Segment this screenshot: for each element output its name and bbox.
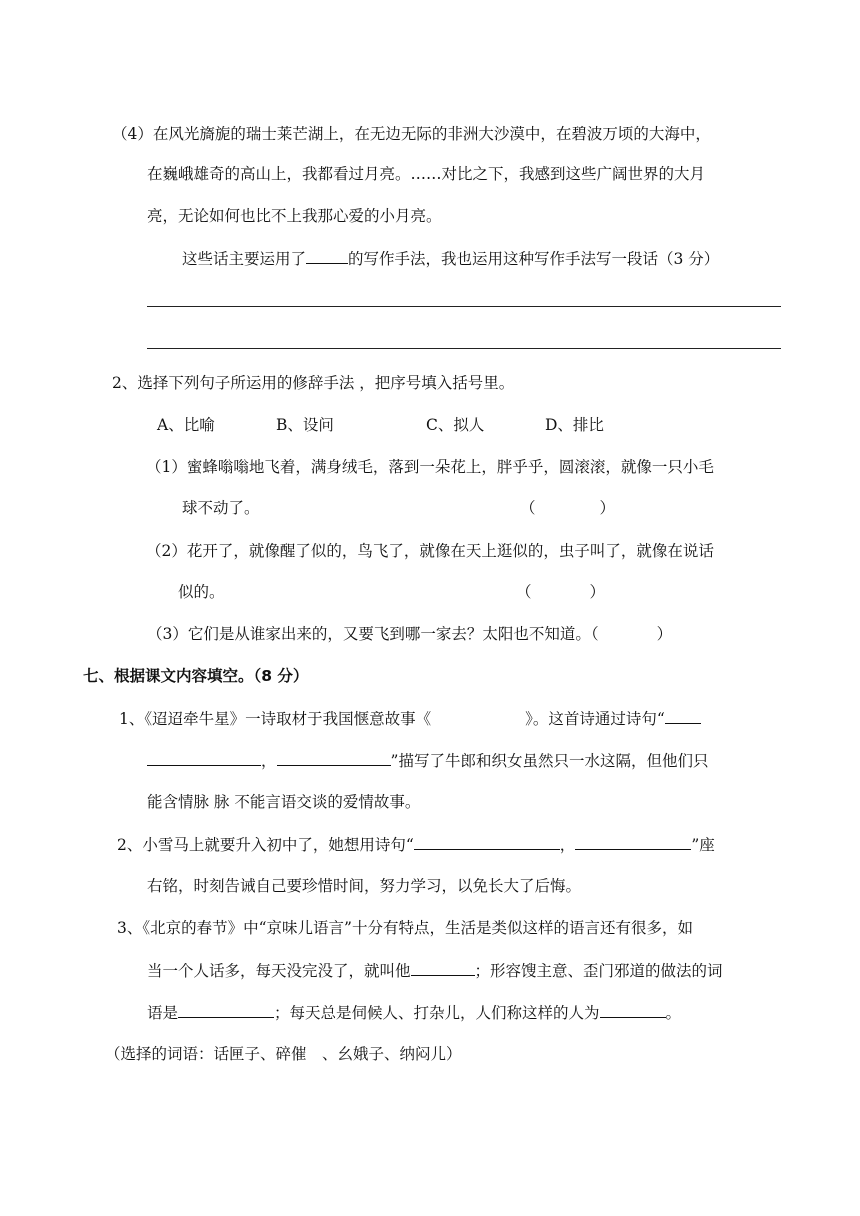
s7-item1-text-a: 1、《迢迢牵牛星》一诗取材于我国惬意故事《 [119, 710, 432, 728]
section7-title: 七、根据课文内容填空。（8 分） [83, 667, 309, 685]
s7-item1-text-d: ”描写了牛郎和织女虽然只一水这隔，但他们只 [390, 752, 709, 770]
q2-s1-line-1: （1）蜜蜂嗡嗡地飞着，满身绒毛，落到一朵花上，胖乎乎，圆滚滚，就像一只小毛 [146, 458, 714, 476]
q4-line-1: （4）在风光旖旎的瑞士莱芒湖上，在无边无际的非洲大沙漠中，在碧波万顷的大海中， [112, 125, 711, 143]
q2-s1-line-2: 球不动了。 [182, 499, 260, 517]
paren-open: （ [590, 625, 599, 643]
q2-s2-answer-box[interactable] [516, 582, 605, 602]
s7-item1-line-3: 能含情脉 脉 不能言语交谈的爱情故事。 [147, 793, 421, 811]
q2-s2-line-1: （2）花开了，就像醒了似的，鸟飞了，就像在天上逛似的，虫子叫了，就像在说话 [146, 542, 714, 560]
q2-s3-line-1 [147, 624, 672, 644]
q2-s1-answer-box[interactable] [520, 498, 615, 518]
q2-option-b: B、设问 [276, 416, 334, 434]
s7-item3-text-d: 语是 [147, 1004, 179, 1022]
s7-item1-blank-start[interactable] [665, 708, 701, 724]
paren-close: ） [599, 499, 616, 517]
s7-item2-text-c: ”座 [691, 836, 715, 854]
paren-open: （ [520, 499, 536, 517]
q2-s2-line-2: 似的。 [178, 583, 225, 601]
s7-item1-blank-1[interactable] [147, 750, 261, 766]
q2-s3-answer-box[interactable] [591, 625, 672, 643]
s7-item3-text-e: ；每天总是伺候人、打杂儿，人们称这样的人为 [274, 1004, 600, 1022]
s7-word-choices-note: （选择的词语：话匣子、碎催 、幺娥子、纳闷儿） [105, 1045, 462, 1063]
s7-item3-blank-2[interactable] [178, 1002, 274, 1018]
q4-line-2: 在巍峨雄奇的高山上，我都看过月亮。……对比之下，我感到这些广阔世界的大月 [147, 165, 706, 183]
s7-item1-line-1 [119, 708, 701, 729]
s7-item2-blank-1[interactable] [414, 834, 560, 850]
s7-item2-comma: ， [559, 836, 576, 854]
s7-item3-period: 。 [665, 1004, 682, 1022]
s7-item2-text-a: 2、小雪马上就要升入初中了，她想用诗句“ [117, 836, 414, 854]
q4-task-suffix: 的写作手法，我也运用这种写作手法写一段话（3 分） [348, 250, 720, 268]
s7-item1-text-b: 》。这首诗通过诗句“ [525, 710, 665, 728]
paren-open: （ [516, 583, 532, 601]
q4-answer-line-1[interactable] [147, 306, 781, 307]
paren-close: ） [589, 583, 606, 601]
s7-item2-line-1 [117, 834, 715, 855]
q4-line-3: 亮，无论如何也比不上我那心爱的小月亮。 [147, 207, 442, 225]
q4-technique-blank[interactable] [306, 248, 348, 264]
q2-option-d: D、排比 [545, 416, 604, 434]
q4-task-prefix: 这些话主要运用了 [182, 250, 307, 268]
s7-item3-text-c: ；形容馊主意、歪门邪道的做法的词 [474, 962, 723, 980]
q2-option-a: A、比喻 [157, 416, 215, 434]
s7-item3-text-b: 当一个人话多，每天没完没了，就叫他 [147, 962, 411, 980]
s7-item3-line-1: 3、《北京的春节》中“京味儿语言”十分有特点，生活是类似这样的语言还有很多，如 [117, 919, 693, 937]
s7-item1-line-2 [147, 750, 708, 771]
s7-item3-blank-3[interactable] [600, 1002, 666, 1018]
q4-answer-line-2[interactable] [147, 348, 781, 349]
s7-item1-comma: ， [261, 752, 277, 770]
s7-item3-line-2 [147, 960, 723, 981]
s7-item1-blank-2[interactable] [277, 750, 391, 766]
q2-option-c: C、拟人 [426, 416, 485, 434]
q2-s3-text: （3）它们是从谁家出来的，又要飞到哪一家去？太阳也不知道。 [147, 625, 591, 643]
s7-item3-line-3 [147, 1002, 681, 1023]
q4-task [182, 248, 719, 269]
s7-item2-blank-2[interactable] [575, 834, 691, 850]
s7-item3-blank-1[interactable] [411, 960, 475, 976]
q2-title: 2、选择下列句子所运用的修辞手法 ，把序号填入括号里。 [112, 374, 515, 392]
s7-item2-line-2: 右铭，时刻告诫自己要珍惜时间，努力学习，以免长大了后悔。 [147, 877, 582, 895]
paren-close: ） [656, 625, 673, 643]
